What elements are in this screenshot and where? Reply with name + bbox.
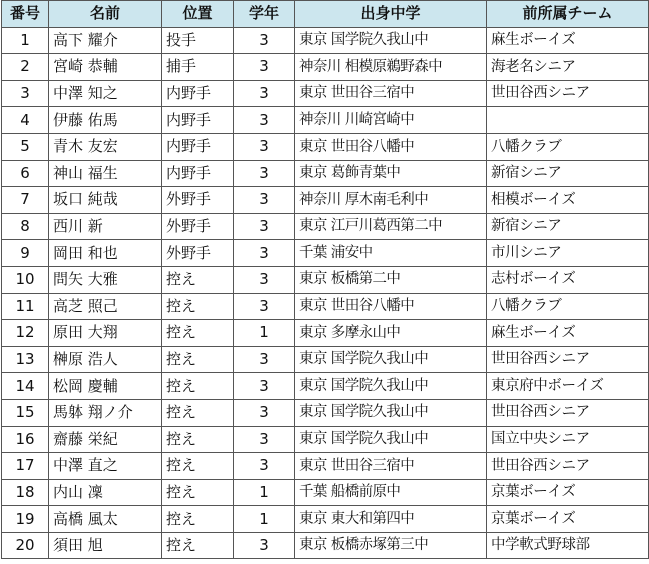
cell-num: 7 xyxy=(2,187,49,214)
cell-name: 岡田 和也 xyxy=(49,240,162,267)
cell-position: 控え xyxy=(162,320,234,347)
cell-name: 榊原 浩人 xyxy=(49,346,162,373)
cell-position: 控え xyxy=(162,399,234,426)
cell-school: 東京 東大和第四中 xyxy=(295,506,487,533)
cell-school: 神奈川 相模原鵜野森中 xyxy=(295,54,487,81)
cell-team: 八幡クラブ xyxy=(487,133,649,160)
cell-team: 麻生ボーイズ xyxy=(487,320,649,347)
cell-team: 世田谷西シニア xyxy=(487,346,649,373)
cell-team: 市川シニア xyxy=(487,240,649,267)
cell-team: 相模ボーイズ xyxy=(487,187,649,214)
cell-school: 東京 板橋第二中 xyxy=(295,266,487,293)
cell-num: 19 xyxy=(2,506,49,533)
cell-team xyxy=(487,107,649,134)
table-row xyxy=(2,107,649,134)
cell-team: 京葉ボーイズ xyxy=(487,479,649,506)
cell-name: 問矢 大雅 xyxy=(49,266,162,293)
cell-team: 八幡クラブ xyxy=(487,293,649,320)
table-row xyxy=(2,54,649,81)
cell-name: 高下 耀介 xyxy=(49,27,162,54)
cell-num: 1 xyxy=(2,27,49,54)
table-row xyxy=(2,133,649,160)
cell-school: 東京 国学院久我山中 xyxy=(295,399,487,426)
cell-position: 控え xyxy=(162,346,234,373)
table-row xyxy=(2,160,649,187)
cell-school: 東京 世田谷八幡中 xyxy=(295,133,487,160)
cell-name: 原田 大翔 xyxy=(49,320,162,347)
cell-school: 東京 江戸川葛西第二中 xyxy=(295,213,487,240)
cell-num: 12 xyxy=(2,320,49,347)
cell-position: 内野手 xyxy=(162,107,234,134)
header-grade: 学年 xyxy=(234,1,295,28)
cell-grade: 3 xyxy=(234,80,295,107)
cell-team: 京葉ボーイズ xyxy=(487,506,649,533)
cell-grade: 3 xyxy=(234,293,295,320)
cell-grade: 3 xyxy=(234,133,295,160)
table-row xyxy=(2,80,649,107)
cell-position: 内野手 xyxy=(162,133,234,160)
cell-school: 東京 多摩永山中 xyxy=(295,320,487,347)
cell-grade: 3 xyxy=(234,187,295,214)
cell-school: 千葉 船橋前原中 xyxy=(295,479,487,506)
table-row xyxy=(2,373,649,400)
cell-name: 伊藤 佑馬 xyxy=(49,107,162,134)
header-row xyxy=(2,1,649,28)
cell-position: 外野手 xyxy=(162,240,234,267)
cell-grade: 3 xyxy=(234,532,295,559)
cell-team: 東京府中ボーイズ xyxy=(487,373,649,400)
table-row xyxy=(2,27,649,54)
roster-table xyxy=(1,0,649,559)
cell-school: 東京 国学院久我山中 xyxy=(295,346,487,373)
cell-position: 控え xyxy=(162,373,234,400)
cell-num: 2 xyxy=(2,54,49,81)
cell-position: 控え xyxy=(162,266,234,293)
cell-team: 海老名シニア xyxy=(487,54,649,81)
cell-team: 世田谷西シニア xyxy=(487,453,649,480)
cell-position: 控え xyxy=(162,453,234,480)
cell-team: 世田谷西シニア xyxy=(487,80,649,107)
cell-grade: 1 xyxy=(234,506,295,533)
cell-grade: 3 xyxy=(234,399,295,426)
header-num: 番号 xyxy=(2,1,49,28)
cell-name: 高橋 風太 xyxy=(49,506,162,533)
cell-team: 国立中央シニア xyxy=(487,426,649,453)
header-position: 位置 xyxy=(162,1,234,28)
cell-position: 控え xyxy=(162,426,234,453)
cell-name: 坂口 純哉 xyxy=(49,187,162,214)
cell-num: 10 xyxy=(2,266,49,293)
cell-school: 東京 世田谷三宿中 xyxy=(295,453,487,480)
cell-name: 宮崎 恭輔 xyxy=(49,54,162,81)
cell-school: 東京 世田谷八幡中 xyxy=(295,293,487,320)
cell-name: 松岡 慶輔 xyxy=(49,373,162,400)
cell-grade: 3 xyxy=(234,373,295,400)
cell-team: 新宿シニア xyxy=(487,160,649,187)
cell-num: 11 xyxy=(2,293,49,320)
cell-name: 高芝 照己 xyxy=(49,293,162,320)
cell-school: 東京 国学院久我山中 xyxy=(295,373,487,400)
cell-position: 捕手 xyxy=(162,54,234,81)
cell-position: 投手 xyxy=(162,27,234,54)
cell-num: 8 xyxy=(2,213,49,240)
cell-school: 東京 葛飾青葉中 xyxy=(295,160,487,187)
cell-school: 東京 板橋赤塚第三中 xyxy=(295,532,487,559)
cell-school: 東京 世田谷三宿中 xyxy=(295,80,487,107)
cell-num: 13 xyxy=(2,346,49,373)
cell-school: 神奈川 厚木南毛利中 xyxy=(295,187,487,214)
table-row xyxy=(2,506,649,533)
cell-grade: 3 xyxy=(234,266,295,293)
cell-name: 青木 友宏 xyxy=(49,133,162,160)
table-row xyxy=(2,293,649,320)
cell-team: 世田谷西シニア xyxy=(487,399,649,426)
header-name: 名前 xyxy=(49,1,162,28)
cell-num: 17 xyxy=(2,453,49,480)
table-row xyxy=(2,453,649,480)
cell-num: 5 xyxy=(2,133,49,160)
cell-grade: 3 xyxy=(234,346,295,373)
table-row xyxy=(2,399,649,426)
table-row xyxy=(2,266,649,293)
cell-num: 3 xyxy=(2,80,49,107)
header-school: 出身中学 xyxy=(295,1,487,28)
cell-position: 外野手 xyxy=(162,187,234,214)
table-row xyxy=(2,426,649,453)
cell-name: 齋藤 栄紀 xyxy=(49,426,162,453)
cell-name: 須田 旭 xyxy=(49,532,162,559)
cell-num: 6 xyxy=(2,160,49,187)
table-row xyxy=(2,187,649,214)
cell-school: 千葉 浦安中 xyxy=(295,240,487,267)
cell-school: 東京 国学院久我山中 xyxy=(295,426,487,453)
table-row xyxy=(2,479,649,506)
table-row xyxy=(2,213,649,240)
cell-position: 内野手 xyxy=(162,80,234,107)
cell-grade: 3 xyxy=(234,54,295,81)
cell-num: 16 xyxy=(2,426,49,453)
cell-num: 4 xyxy=(2,107,49,134)
cell-num: 20 xyxy=(2,532,49,559)
table-row xyxy=(2,346,649,373)
cell-grade: 3 xyxy=(234,240,295,267)
table-row xyxy=(2,532,649,559)
cell-position: 内野手 xyxy=(162,160,234,187)
cell-name: 中澤 知之 xyxy=(49,80,162,107)
cell-position: 控え xyxy=(162,293,234,320)
cell-position: 外野手 xyxy=(162,213,234,240)
cell-position: 控え xyxy=(162,479,234,506)
cell-grade: 3 xyxy=(234,27,295,54)
cell-grade: 3 xyxy=(234,453,295,480)
table-row xyxy=(2,320,649,347)
cell-num: 9 xyxy=(2,240,49,267)
cell-grade: 3 xyxy=(234,107,295,134)
cell-school: 東京 国学院久我山中 xyxy=(295,27,487,54)
cell-team: 麻生ボーイズ xyxy=(487,27,649,54)
cell-grade: 3 xyxy=(234,426,295,453)
cell-name: 内山 凜 xyxy=(49,479,162,506)
cell-school: 神奈川 川崎宮崎中 xyxy=(295,107,487,134)
cell-name: 西川 新 xyxy=(49,213,162,240)
cell-name: 馬躰 翔ノ介 xyxy=(49,399,162,426)
cell-grade: 1 xyxy=(234,320,295,347)
cell-team: 新宿シニア xyxy=(487,213,649,240)
roster-body xyxy=(2,27,649,559)
header-team: 前所属チーム xyxy=(487,1,649,28)
cell-team: 志村ボーイズ xyxy=(487,266,649,293)
cell-grade: 1 xyxy=(234,479,295,506)
cell-num: 14 xyxy=(2,373,49,400)
cell-team: 中学軟式野球部 xyxy=(487,532,649,559)
cell-position: 控え xyxy=(162,506,234,533)
cell-position: 控え xyxy=(162,532,234,559)
table-row xyxy=(2,240,649,267)
cell-grade: 3 xyxy=(234,160,295,187)
cell-grade: 3 xyxy=(234,213,295,240)
cell-num: 18 xyxy=(2,479,49,506)
cell-num: 15 xyxy=(2,399,49,426)
cell-name: 神山 福生 xyxy=(49,160,162,187)
cell-name: 中澤 直之 xyxy=(49,453,162,480)
